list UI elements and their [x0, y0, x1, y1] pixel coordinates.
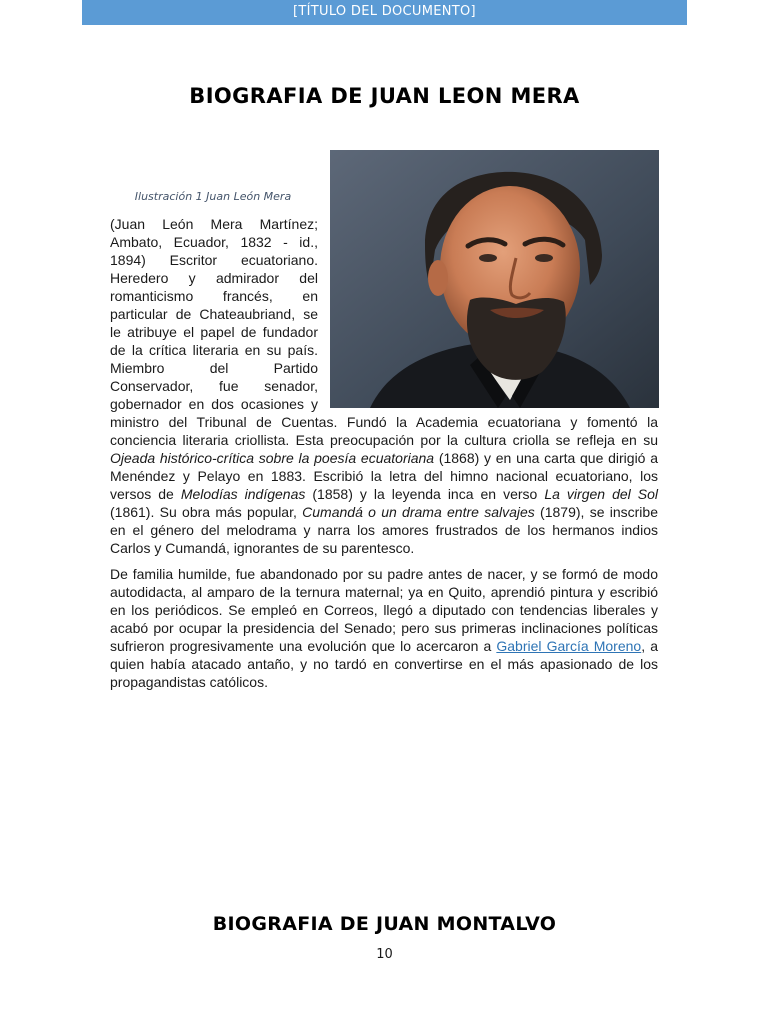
- p2-text-2: , a quien había atacado antaño, y no tardó en convertirse en el más apasionado de los propagandistas católicos.: [110, 638, 658, 690]
- footer-title: BIOGRAFIA DE JUAN MONTALVO: [212, 913, 557, 935]
- document-title-placeholder[interactable]: [TÍTULO DEL DOCUMENTO]: [293, 4, 476, 19]
- p1-italic-cumanda: Cumandá o un drama entre salvajes: [302, 504, 535, 520]
- header-bar: [82, 0, 687, 25]
- p1-text-1: (Juan León Mera Martínez; Ambato, Ecuador, 1832 - id., 1894) Escritor ecuatoriano. Heredero y admirador del romanticismo francés, en particular de Chateaubriand, se le atribuye el papel de fundador de la crítica literaria en su país. Miembro del Partido Conservador, fue senador, gobernador en dos ocasiones y ministro del Tribunal de Cuentas. Fundó la Academia ecuatoriana y fomentó la conciencia literaria criollista. Esta preocupación por la cultura criolla se refleja en su: [110, 216, 658, 448]
- paragraph-2: [110, 565, 658, 691]
- article-body: [110, 215, 658, 691]
- figure-caption: Ilustración 1 Juan León Mera: [134, 190, 292, 203]
- p1-italic-ojeada: Ojeada histórico-crítica sobre la poesía ecuatoriana: [110, 450, 435, 466]
- p1-italic-melodias: Melodías indígenas: [180, 486, 306, 502]
- page-number: 10: [376, 947, 393, 962]
- page-title: BIOGRAFIA DE JUAN LEON MERA: [189, 84, 580, 108]
- p1-text-5: (1879), se inscribe en el género del melodrama y narra los amores frustrados de los hermanos indios Carlos y Cumandá, ignorantes de su parentesco.: [110, 504, 658, 556]
- p1-text-4: (1861). Su obra más popular,: [110, 504, 303, 520]
- link-gabriel-garcia-moreno[interactable]: Gabriel García Moreno: [496, 638, 642, 654]
- image-wrap-spacer: [318, 215, 658, 411]
- p2-text-1: De familia humilde, fue abandonado por su padre antes de nacer, y se formó de modo autodidacta, al amparo de la ternura maternal; ya en Quito, aprendió pintura y escribió en los periódicos. Se empleó en Correos, llegó a diputado con tendencias liberales y acabó por ocupar la presidencia del Senado; pero sus primeras inclinaciones políticas sufrieron progresivamente una evolución que lo acercaron a: [110, 566, 658, 654]
- p1-italic-virgen: La virgen del Sol: [544, 486, 658, 502]
- p1-text-2: (1868) y en una carta que dirigió a Menéndez y Pelayo en 1883. Escribió la letra del himno nacional ecuatoriano, los versos de: [110, 450, 658, 502]
- p1-text-3: (1858) y la leyenda inca en verso: [305, 486, 545, 502]
